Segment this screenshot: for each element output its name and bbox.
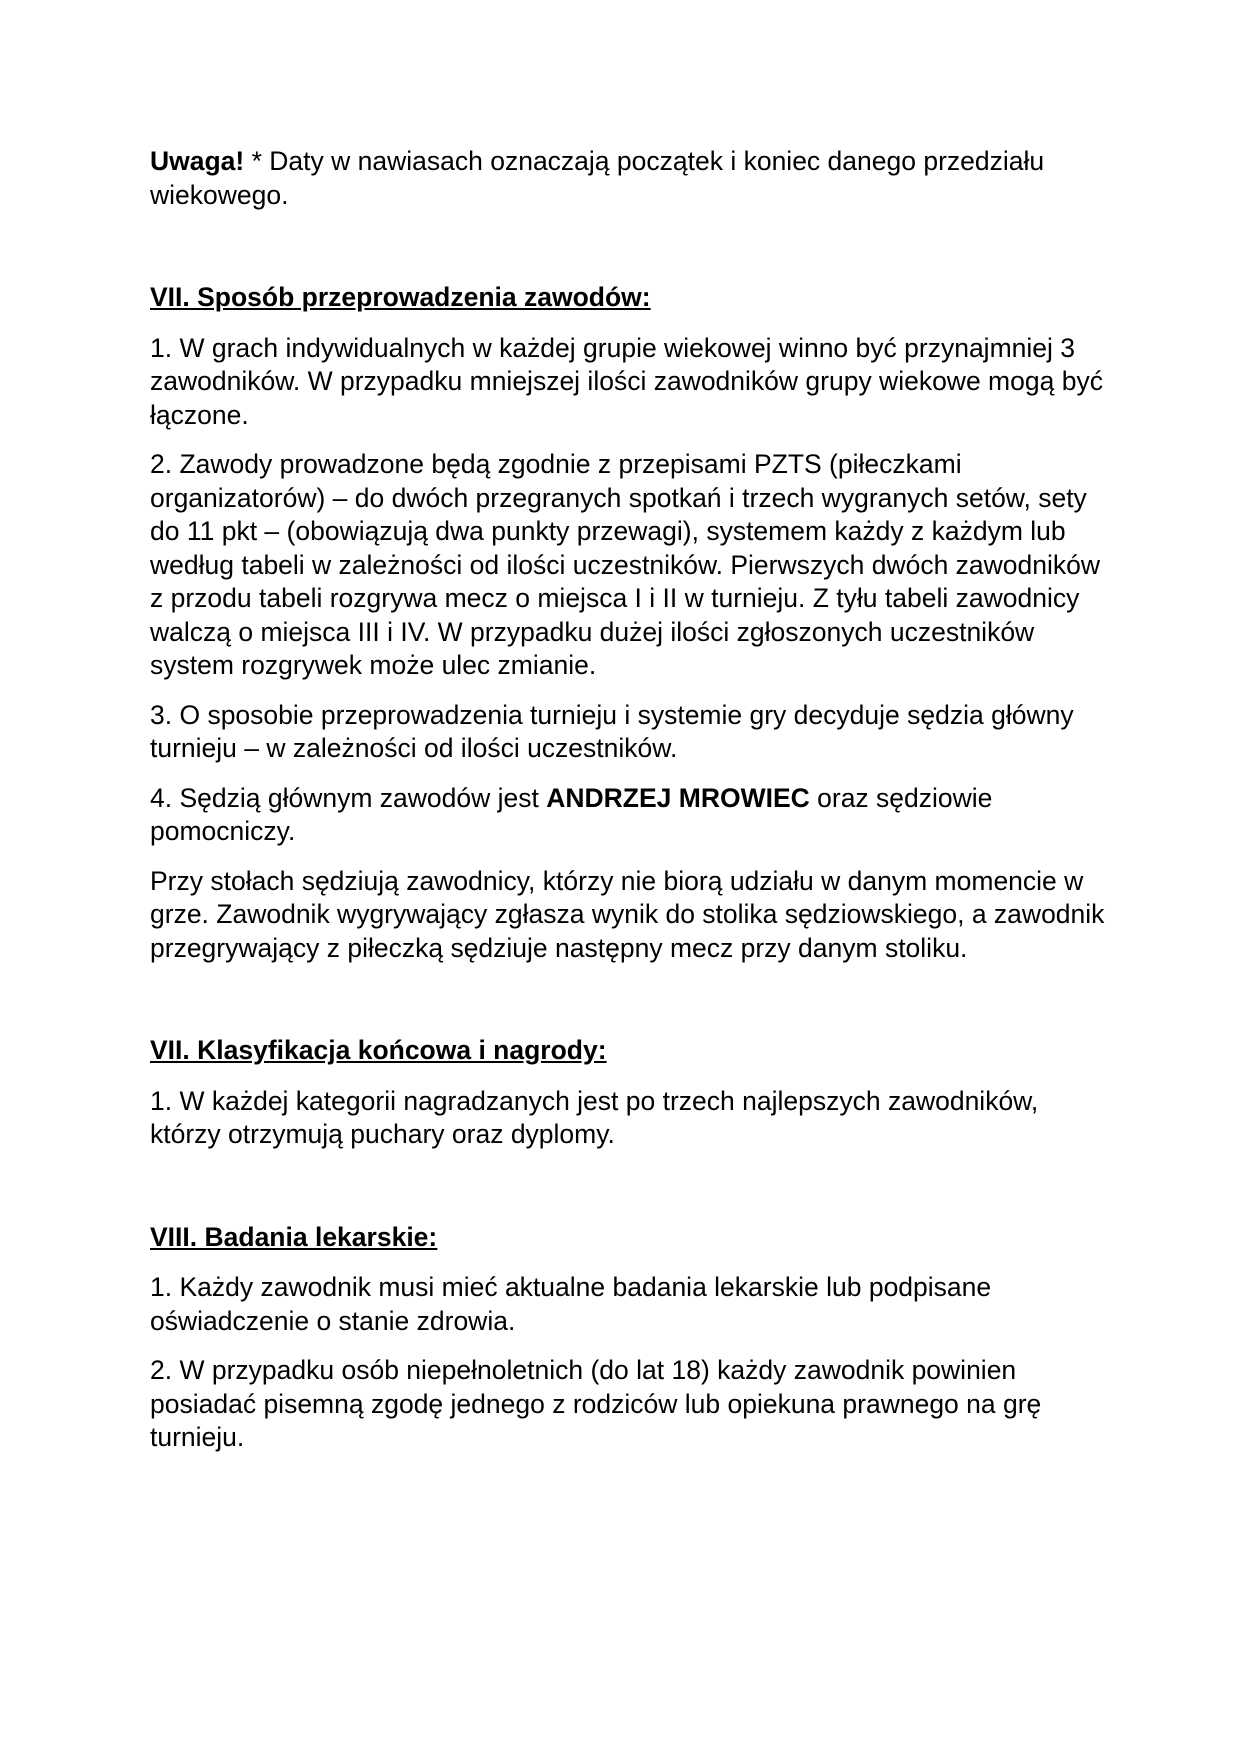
procedure-item-2: 2. Zawody prowadzone będą zgodnie z przepisami PZTS (piłeczkami organizatorów) – do dwóch przegranych spotkań i trzech wygranych setów, sety do 11 pkt – (obowiązują dwa punkty przewagi), systemem każdy z każdym lub według tabeli w zależności od ilości uczestników. Pierwszych dwóch zawodników z przodu tabeli rozgrywa mecz o miejsca I i II w turnieju. Z tyłu tabeli zawodnicy walczą o miejsca III i IV. W przypadku dużej ilości zgłoszonych uczestników system rozgrywek może ulec zmianie. — [150, 449, 1101, 680]
note-label: Uwaga! — [150, 146, 245, 176]
section-title: Klasyfikacja końcowa i nagrody: — [189, 1035, 607, 1065]
section-title: Sposób przeprowadzenia zawodów: — [189, 282, 651, 312]
procedure-item-3: 3. O sposobie przeprowadzenia turnieju i systemie gry decyduje sędzia główny turnieju – w zależności od ilości uczestników. — [150, 699, 1074, 763]
medical-item-2: 2. W przypadku osób niepełnoletnich (do lat 18) każdy zawodnik powinien posiadać pisemną zgodę jednego z rodziców lub opiekuna prawnego na grę turnieju. — [150, 1355, 1042, 1452]
procedure-item-4 — [150, 782, 1110, 849]
referee-suffix: oraz sędziowie pomocniczy. — [150, 782, 993, 846]
section-heading-awards — [150, 1034, 1110, 1068]
procedure-closing-paragraph: Przy stołach sędziują zawodnicy, którzy nie biorą udziału w danym momencie w grze. Zawodnik wygrywający zgłasza wynik do stolika sędziowskiego, a zawodnik przegrywający z piłeczką sędziuje następny mecz przy danym stoliku. — [150, 865, 1105, 963]
referee-prefix: 4. Sędzią głównym zawodów jest — [150, 782, 547, 813]
section-heading-medical — [150, 1221, 1110, 1255]
document-page — [150, 145, 1110, 1471]
section-number: VII. — [150, 282, 190, 312]
awards-item-1: 1. W każdej kategorii nagradzanych jest po trzech najlepszych zawodników, którzy otrzymują puchary oraz dyplomy. — [150, 1085, 1039, 1149]
note-text: * Daty w nawiasach oznaczają początek i koniec danego przedziału wiekowego. — [150, 146, 1045, 210]
section-number: VII. — [150, 1035, 190, 1065]
section-number: VIII. — [150, 1221, 198, 1252]
note-paragraph — [150, 145, 1110, 212]
medical-item-1: 1. Każdy zawodnik musi mieć aktualne badania lekarskie lub podpisane oświadczenie o stanie zdrowia. — [150, 1272, 992, 1336]
section-heading-procedure — [150, 281, 1110, 315]
procedure-item-1: 1. W grach indywidualnych w każdej grupie wiekowej winno być przynajmniej 3 zawodników. W przypadku mniejszej ilości zawodników grupy wiekowe mogą być łączone. — [150, 332, 1103, 430]
section-title: Badania lekarskie: — [197, 1221, 438, 1252]
referee-name: ANDRZEJ MROWIEC — [546, 782, 810, 813]
